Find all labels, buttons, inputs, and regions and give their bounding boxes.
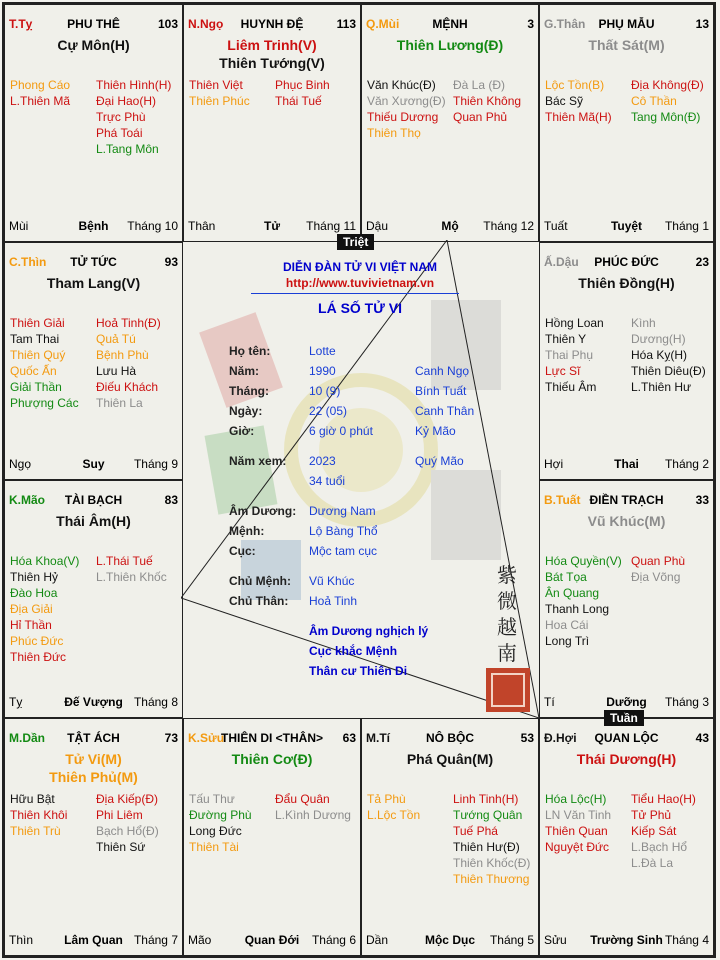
minor-star: Tiểu Hao(H) <box>631 792 696 806</box>
palace-name: HUYNH ĐỆ <box>240 17 304 31</box>
palace-phase: Trường Sinh <box>590 933 663 947</box>
main-star: Phá Quân(M) <box>406 751 494 767</box>
info-value: Mộc tam cục <box>309 544 378 558</box>
info-value: Dương Nam <box>309 504 376 518</box>
palace-branch: Hợi <box>544 457 564 471</box>
minor-star: Đà La (Đ) <box>453 78 506 92</box>
info-label: Giờ: <box>229 424 255 438</box>
info-value: 2023 <box>309 454 336 468</box>
minor-star: Thiên Hư(Đ) <box>453 840 520 854</box>
info-label: Họ tên: <box>229 344 271 358</box>
palace-month: Tháng 8 <box>133 695 178 709</box>
minor-star: L.Kình Dương <box>275 808 351 822</box>
palace-phase: Mộ <box>441 219 459 233</box>
info-label: Cục: <box>229 544 256 558</box>
info-can-chi: Kỷ Mão <box>415 424 456 438</box>
palace-name: PHỤ MẪU <box>598 17 655 31</box>
palace-phase: Tử <box>263 219 281 233</box>
info-label: Âm Dương: <box>229 504 297 518</box>
minor-star: Bệnh Phù <box>96 348 149 362</box>
minor-star: LN Văn Tinh <box>545 808 612 822</box>
minor-star: Phục Binh <box>275 78 330 92</box>
palace-header <box>366 17 534 33</box>
palace-name: QUAN LỘC <box>594 731 659 745</box>
minor-star: Thai Phụ <box>545 348 594 362</box>
palace-branch: Dậu <box>366 219 389 233</box>
info-row <box>229 574 529 592</box>
palace-dau[interactable] <box>539 242 714 480</box>
main-star: Thiên Lương(Đ) <box>396 37 504 53</box>
info-row <box>229 424 529 442</box>
palace-month: Tháng 10 <box>127 219 178 233</box>
chart-title: LÁ SỐ TỬ VI <box>318 300 402 316</box>
minor-star: Hóa Kỵ(H) <box>631 348 688 362</box>
minor-star: Lực Sĩ <box>545 364 581 378</box>
main-star: Vũ Khúc(M) <box>587 513 666 529</box>
palace-header <box>188 17 356 33</box>
right-stars <box>453 791 530 887</box>
minor-star: L.Bạch Hổ <box>631 840 688 854</box>
main-star: Thất Sát(M) <box>588 37 665 53</box>
minor-star: Thiên La <box>96 396 143 410</box>
info-label: Năm: <box>229 364 260 378</box>
info-label: Chủ Mệnh: <box>229 574 291 588</box>
palace-can-chi: Đ.Hợi <box>544 731 577 745</box>
calligraphy-char: 南 <box>497 641 517 665</box>
info-row <box>229 404 529 422</box>
info-row <box>229 454 529 472</box>
info-value: 22 (05) <box>309 404 348 418</box>
palace-thin[interactable] <box>4 242 183 480</box>
palace-phase: Dưỡng <box>606 695 647 709</box>
minor-star: Tử Phủ <box>631 808 672 822</box>
palace-month: Tháng 12 <box>483 219 534 233</box>
minor-star: Long Trì <box>545 634 590 648</box>
minor-star: Phi Liêm <box>96 808 143 822</box>
palace-month: Tháng 4 <box>664 933 709 947</box>
palace-name: NÔ BỘC <box>426 731 474 745</box>
palace-ti[interactable] <box>361 718 539 956</box>
palace-number: 33 <box>695 493 709 507</box>
minor-star: Nguyệt Đức <box>545 840 610 854</box>
palace-header <box>9 17 178 33</box>
calligraphy-char: 紫 <box>497 563 517 587</box>
left-stars <box>545 553 622 649</box>
minor-star: Phá Toái <box>96 126 143 140</box>
info-row <box>229 594 529 612</box>
palace-name: PHÚC ĐỨC <box>594 255 659 269</box>
minor-star: Thiên Quý <box>10 348 66 362</box>
left-stars <box>367 77 446 141</box>
palace-branch: Tuất <box>544 219 568 233</box>
minor-star: Phượng Các <box>10 396 79 410</box>
minor-star: Hóa Quyền(V) <box>545 554 622 568</box>
minor-star: L.Thái Tuế <box>96 554 153 568</box>
minor-star: Địa Kiếp(Đ) <box>96 792 159 806</box>
minor-star: Hóa Khoa(V) <box>10 554 80 568</box>
chart-center-panel <box>181 240 539 718</box>
palace-phase: Đế Vượng <box>64 695 123 709</box>
main-star: Liêm Trinh(V) <box>227 37 317 53</box>
main-star: Thái Dương(H) <box>576 751 677 767</box>
palace-number: 53 <box>520 731 534 745</box>
palace-month: Tháng 2 <box>664 457 709 471</box>
minor-star: Quả Tú <box>96 332 136 346</box>
palace-name: ĐIỀN TRẠCH <box>589 493 664 507</box>
minor-star: Thiên Hình(H) <box>96 78 172 92</box>
info-value: Lotte <box>309 344 336 358</box>
minor-star: Phúc Đức <box>10 634 64 648</box>
chart-note: Cục khắc Mệnh <box>309 644 398 658</box>
left-stars <box>10 77 70 109</box>
minor-star: Bát Tọa <box>545 570 587 584</box>
minor-star: Lưu Hà <box>96 364 137 378</box>
minor-star: Thiếu Âm <box>545 380 597 394</box>
palace-tuat[interactable] <box>539 480 714 718</box>
palace-month: Tháng 11 <box>306 219 356 233</box>
palace-header <box>9 731 178 747</box>
palace-header <box>544 731 709 747</box>
palace-number: 93 <box>164 255 178 269</box>
palace-header <box>544 493 709 509</box>
minor-star: Bạch Hổ(Đ) <box>96 824 159 838</box>
minor-star: Tả Phù <box>367 792 406 806</box>
palace-branch: Mùi <box>9 219 29 233</box>
palace-header <box>188 731 356 747</box>
minor-star: Đào Hoa <box>10 586 58 600</box>
minor-star: Cô Thần <box>631 94 677 108</box>
left-stars <box>189 77 250 109</box>
info-row <box>229 544 529 562</box>
minor-star: L.Tang Môn <box>96 142 159 156</box>
right-stars <box>631 315 713 395</box>
minor-star: Văn Xương(Đ) <box>367 94 446 108</box>
minor-star: Thiên Trù <box>10 824 61 838</box>
minor-star: L.Lộc Tồn <box>367 808 421 822</box>
right-stars <box>96 791 159 855</box>
forum-name: DIỄN ĐÀN TỬ VI VIỆT NAM <box>283 260 437 274</box>
minor-star: Đẩu Quân <box>275 792 330 806</box>
minor-star: Thiên Sứ <box>96 840 146 854</box>
minor-star: Bác Sỹ <box>545 94 584 108</box>
palace-branch: Dần <box>366 933 389 947</box>
palace-number: 23 <box>695 255 709 269</box>
minor-star: Thiên Không <box>453 94 522 108</box>
palace-footer <box>188 931 356 947</box>
minor-star: Thiên Thương <box>453 872 530 886</box>
palace-month: Tháng 7 <box>133 933 178 947</box>
palace-suu[interactable] <box>183 718 361 956</box>
minor-star: Văn Khúc(Đ) <box>367 78 436 92</box>
minor-star: Hỉ Thần <box>10 618 52 632</box>
palace-footer <box>9 455 178 471</box>
palace-branch: Ngọ <box>9 457 32 471</box>
minor-star: Kình Dương(H) <box>631 316 686 346</box>
info-value: Vũ Khúc <box>309 574 355 588</box>
vertical-calligraphy <box>496 562 518 666</box>
palace-name: TÀI BẠCH <box>64 493 123 507</box>
left-stars <box>545 791 611 855</box>
palace-number: 3 <box>527 17 534 31</box>
palace-can-chi: C.Thìn <box>9 255 47 269</box>
minor-star: Đường Phù <box>189 808 252 822</box>
palace-branch: Thân <box>188 219 216 233</box>
info-row <box>229 524 529 542</box>
minor-star: Thiên Khôi <box>10 808 68 822</box>
left-stars <box>545 77 612 125</box>
palace-can-chi: N.Ngọ <box>188 17 224 31</box>
palace-month: Tháng 3 <box>664 695 709 709</box>
palace-branch: Thìn <box>9 933 34 947</box>
minor-star: Hoa Cái <box>545 618 589 632</box>
forum-url[interactable]: http://www.tuvivietnam.vn <box>285 276 435 290</box>
main-star: Thiên Cơ(Đ) <box>231 751 313 767</box>
main-star: Thiên Đồng(H) <box>578 275 675 291</box>
minor-star: Quốc Ấn <box>10 364 57 378</box>
info-label: Chủ Thân: <box>229 594 289 608</box>
palace-header <box>366 731 534 747</box>
info-label: Tháng: <box>229 384 269 398</box>
info-value: 1990 <box>309 364 336 378</box>
main-star: Cự Môn(H) <box>57 37 130 53</box>
minor-star: Điếu Khách <box>96 380 159 394</box>
minor-star: Thanh Long <box>545 602 610 616</box>
left-stars <box>367 791 420 823</box>
info-can-chi: Canh Thân <box>415 404 475 418</box>
minor-star: Thái Tuế <box>275 94 322 108</box>
calligraphy-char: 微 <box>497 589 517 613</box>
palace-name: THIÊN DI <THÂN> <box>220 731 323 745</box>
palace-number: 103 <box>157 17 178 31</box>
palace-name: TỬ TỨC <box>70 255 117 269</box>
minor-star: Thiên Việt <box>189 78 243 92</box>
minor-star: Thiên Diêu(Đ) <box>631 364 706 378</box>
minor-star: Địa Võng <box>631 570 681 584</box>
minor-star: Hữu Bật <box>10 792 55 806</box>
left-stars <box>189 791 252 855</box>
minor-star: Hồng Loan <box>545 316 604 330</box>
palace-can-chi: B.Tuất <box>544 493 581 507</box>
palace-hoi[interactable] <box>539 718 714 956</box>
palace-can-chi: K.Mão <box>9 493 45 507</box>
palace-month: Tháng 5 <box>489 933 534 947</box>
palace-footer <box>544 217 709 233</box>
palace-can-chi: M.Tí <box>366 731 390 745</box>
minor-star: Thiên Đức <box>10 650 67 664</box>
minor-star: Thiên Tài <box>189 840 239 854</box>
minor-star: Thiên Mã(H) <box>545 110 612 124</box>
right-stars <box>96 77 171 157</box>
palace-footer <box>9 693 178 709</box>
palace-footer <box>188 217 356 233</box>
info-value: 10 (9) <box>309 384 341 398</box>
minor-star: Quan Phù <box>631 554 686 568</box>
minor-star: Thiên Y <box>545 332 587 346</box>
palace-branch: Sửu <box>544 933 567 947</box>
chart-note: Thân cư Thiên Di <box>309 664 408 678</box>
palace-month: Tháng 9 <box>133 457 178 471</box>
main-star: Thái Âm(H) <box>56 513 131 529</box>
minor-star: L.Đà La <box>631 856 674 870</box>
palace-name: TẬT ÁCH <box>67 731 120 745</box>
right-stars <box>453 77 521 125</box>
palace-branch: Mão <box>188 933 212 947</box>
palace-can-chi: T.Tỵ <box>9 17 33 31</box>
minor-star: Thiên Hỷ <box>10 570 59 584</box>
triet-badge: Triệt <box>337 234 374 250</box>
palace-number: 113 <box>336 17 356 31</box>
minor-star: Thiếu Dương <box>367 110 439 124</box>
palace-phase: Tuyệt <box>610 219 643 233</box>
minor-star: Phong Cáo <box>10 78 71 92</box>
minor-star: Đại Hao(H) <box>96 94 157 108</box>
minor-star: Tướng Quân <box>453 808 523 822</box>
info-can-chi: Bính Tuất <box>415 384 467 398</box>
right-stars <box>96 553 167 585</box>
minor-star: Hóa Lộc(H) <box>545 792 607 806</box>
info-can-chi: Quý Mão <box>415 454 464 468</box>
palace-can-chi: Ấ.Dậu <box>544 255 579 269</box>
minor-star: Trực Phù <box>96 110 146 124</box>
minor-star: L.Thiên Hư <box>631 380 692 394</box>
minor-star: Tang Môn(Đ) <box>631 110 701 124</box>
info-value: Hoả Tinh <box>309 594 358 608</box>
left-stars <box>10 791 67 839</box>
palace-can-chi: G.Thân <box>544 17 586 31</box>
minor-star: Giải Thần <box>10 380 62 394</box>
palace-phase: Bệnh <box>78 219 109 233</box>
minor-star: Lộc Tồn(B) <box>545 78 605 92</box>
palace-can-chi: K.Sửu <box>188 731 225 745</box>
palace-footer <box>366 931 534 947</box>
minor-star: Thiên Phúc <box>189 94 250 108</box>
left-stars <box>10 315 79 411</box>
palace-name: PHU THÊ <box>67 17 120 31</box>
right-stars <box>631 553 685 585</box>
minor-star: Kiếp Sát <box>631 824 677 838</box>
red-seal-stamp <box>486 668 530 712</box>
palace-dan[interactable] <box>4 718 183 956</box>
palace-can-chi: Q.Mùi <box>366 17 400 31</box>
info-label: Năm xem: <box>229 454 287 468</box>
minor-star: Ân Quang <box>545 586 600 600</box>
palace-footer <box>544 693 709 709</box>
palace-month: Tháng 1 <box>664 219 709 233</box>
palace-header <box>544 17 709 33</box>
main-star: Thiên Tướng(V) <box>219 55 325 71</box>
info-value: Lộ Bàng Thổ <box>309 524 378 538</box>
minor-star: Quan Phủ <box>453 110 508 124</box>
right-stars <box>631 791 696 871</box>
minor-star: Tam Thai <box>10 332 60 346</box>
palace-phase: Suy <box>82 457 105 471</box>
palace-ngo[interactable] <box>183 4 361 242</box>
main-star: Tham Lang(V) <box>46 275 141 291</box>
palace-branch: Tí <box>544 695 555 709</box>
right-stars <box>275 791 351 823</box>
main-star: Thiên Phủ(M) <box>49 769 138 785</box>
palace-footer <box>366 217 534 233</box>
palace-header <box>9 255 178 271</box>
minor-star: Long Đức <box>189 824 242 838</box>
info-row <box>229 384 529 402</box>
right-stars <box>275 77 330 109</box>
palace-header <box>544 255 709 271</box>
palace-footer <box>9 217 178 233</box>
palace-can-chi: M.Dần <box>9 731 45 745</box>
minor-star: Thiên Giải <box>10 316 65 330</box>
palace-number: 63 <box>342 731 356 745</box>
minor-star: Địa Giải <box>10 602 53 616</box>
palace-branch: Tỵ <box>9 695 23 709</box>
minor-star: Thiên Thọ <box>367 126 421 140</box>
chart-note: Âm Dương nghịch lý <box>309 624 429 638</box>
palace-number: 13 <box>695 17 709 31</box>
palace-phase: Thai <box>614 457 639 471</box>
left-stars <box>10 553 79 665</box>
minor-star: Linh Tinh(H) <box>453 792 519 806</box>
palace-header <box>9 493 178 509</box>
minor-star: Tuế Phá <box>453 824 498 838</box>
minor-star: L.Thiên Mã <box>10 94 71 108</box>
palace-number: 83 <box>164 493 178 507</box>
right-stars <box>631 77 704 125</box>
info-row <box>229 364 529 382</box>
tuan-badge: Tuần <box>604 710 644 726</box>
main-star: Tử Vi(M) <box>65 751 122 767</box>
palace-mao[interactable] <box>4 480 183 718</box>
minor-star: Địa Không(Đ) <box>631 78 704 92</box>
minor-star: Tấu Thư <box>189 792 235 806</box>
palace-phase: Lâm Quan <box>64 933 123 947</box>
minor-star: Thiên Khốc(Đ) <box>453 856 531 870</box>
palace-number: 73 <box>164 731 178 745</box>
info-value: 34 tuổi <box>309 474 346 488</box>
palace-month: Tháng 6 <box>311 933 356 947</box>
minor-star: L.Thiên Khốc <box>96 570 167 584</box>
palace-ty[interactable] <box>4 4 183 242</box>
info-label: Mệnh: <box>229 524 265 538</box>
palace-name: MỆNH <box>432 17 468 31</box>
info-row <box>229 344 529 362</box>
minor-star: Thiên Quan <box>545 824 608 838</box>
left-stars <box>545 315 604 395</box>
info-row <box>229 504 529 522</box>
palace-number: 43 <box>695 731 709 745</box>
right-stars <box>96 315 161 411</box>
palace-footer <box>9 931 178 947</box>
calligraphy-char: 越 <box>497 615 517 639</box>
palace-footer <box>544 931 709 947</box>
palace-phase: Mộc Dục <box>424 933 475 947</box>
palace-footer <box>544 455 709 471</box>
info-label: Ngày: <box>229 404 263 418</box>
info-can-chi: Canh Ngọ <box>415 364 470 378</box>
info-row <box>229 474 529 492</box>
palace-than[interactable] <box>539 4 714 242</box>
palace-phase: Quan Đới <box>244 933 300 947</box>
info-value: 6 giờ 0 phút <box>309 424 373 438</box>
minor-star: Hoả Tinh(Đ) <box>96 316 161 330</box>
header-divider <box>251 293 459 294</box>
palace-mui[interactable] <box>361 4 539 242</box>
